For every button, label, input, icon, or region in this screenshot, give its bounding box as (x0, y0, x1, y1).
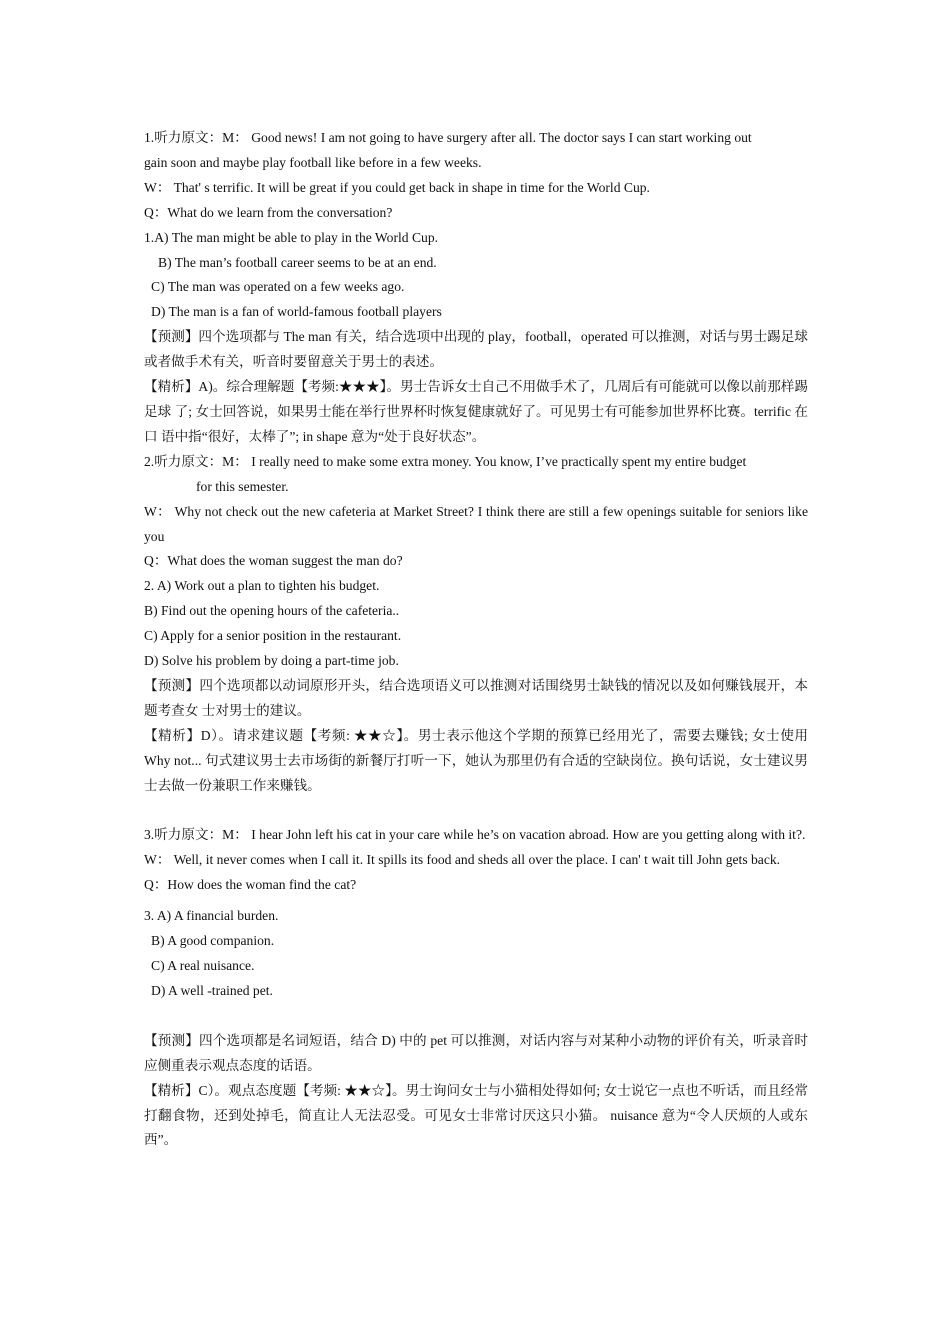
q2-option-c: C) Apply for a senior position in the restaurant. (144, 628, 402, 644)
q3-option-c: C) A real nuisance. (151, 958, 255, 973)
q3-option-a: 3. A) A financial burden. (144, 908, 279, 924)
q1-option-c: C) The man was operated on a few weeks ago. (151, 279, 405, 295)
document-page (144, 126, 808, 1153)
q1-option-b: B) The man’s football career seems to be at an end. (158, 254, 437, 270)
q2-transcript-line2: for this semester. (196, 478, 289, 494)
q2-analysis: 【精析】D）。请求建议题【考频: ★★☆】。男士表示他这个学期的预算已经用光了，需要去赚钱; 女士使用 Why not... 句式建议男士去市场街的新餐厅打听一下，她认为那里仍有合适的空缺岗位。换句话说，女士建议男士去做一份兼职工作来赚钱。 (144, 727, 808, 793)
q3-prediction: 【预测】四个选项都是名词短语，结合 D) 中的 pet 可以推测，对话内容与对某种小动物的评价有关，听录音时应侧重表示观点态度的话语。 (144, 1032, 808, 1073)
section-gap-2 (144, 1004, 808, 1029)
q2-option-a: 2. A) Work out a plan to tighten his budget. (144, 578, 380, 594)
q1-transcript-line1: 1.听力原文：M： Good news! I am not going to have surgery after all. The doctor says I can start working out (144, 130, 752, 145)
q2-woman-line: W： Why not check out the new cafeteria at Market Street? I think there are still a few openings suitable for seniors like you (144, 503, 808, 544)
section-gap (144, 798, 808, 823)
q3-analysis: 【精析】C）。观点态度题【考频: ★★☆】。男士询问女士与小猫相处得如何; 女士说它一点也不听话，而且经常打翻食物，还到处掉毛，简直让人无法忍受。可见女士非常讨厌这只小猫。 nuisance 意为“令人厌烦的人或东西”。 (144, 1082, 808, 1148)
q1-prediction: 【预测】四个选项都与 The man 有关，结合选项中出现的 play，football，operated 可以推测，对话与男士踢足球或者做手术有关，听音时要留意关于男士的表述。 (144, 329, 808, 370)
q1-question: Q：What do we learn from the conversation? (144, 204, 393, 220)
q3-option-d: D) A well -trained pet. (151, 982, 273, 998)
q1-option-a: 1.A) The man might be able to play in the World Cup. (144, 229, 439, 245)
q2-option-d: D) Solve his problem by doing a part-time job. (144, 653, 399, 669)
q3-question: Q：How does the woman find the cat? (144, 877, 357, 893)
q2-transcript-line1: 2.听力原文：M： I really need to make some extra money. You know, I’ve practically spent my entire budget (144, 453, 747, 469)
q1-transcript-line2: gain soon and maybe play football like before in a few weeks. (144, 154, 482, 170)
q3-option-b: B) A good companion. (151, 933, 275, 949)
q2-prediction: 【预测】四个选项都以动词原形开头，结合选项语义可以推测对话围绕男士缺钱的情况以及如何赚钱展开，本题考查女 士对男士的建议。 (144, 677, 808, 718)
q1-woman-line: W： That' s terrific. It will be great if you could get back in shape in time for the World Cup. (144, 179, 650, 195)
q3-woman-line: W： Well, it never comes when I call it. It spills its food and sheds all over the place. I can' t wait till John gets back. (144, 852, 781, 868)
q1-option-d: D) The man is a fan of world-famous football players (151, 304, 442, 320)
q1-analysis: 【精析】A)。综合理解题【考频:★★★】。男士告诉女士自己不用做手术了，几周后有可能就可以像以前那样踢足球 了; 女士回答说，如果男士能在举行世界杯时恢复健康就好了。可见男士有可能参加世界杯比赛。terrific 在口 语中指“很好，太棒了”; in shape 意为“处于良好状态”。 (144, 379, 808, 444)
q3-transcript: 3.听力原文：M： I hear John left his cat in your care while he’s on vacation abroad. How are you getting along with it?. (144, 827, 806, 843)
q2-option-b: B) Find out the opening hours of the cafeteria.. (144, 603, 400, 619)
q2-question: Q：What does the woman suggest the man do? (144, 553, 403, 569)
